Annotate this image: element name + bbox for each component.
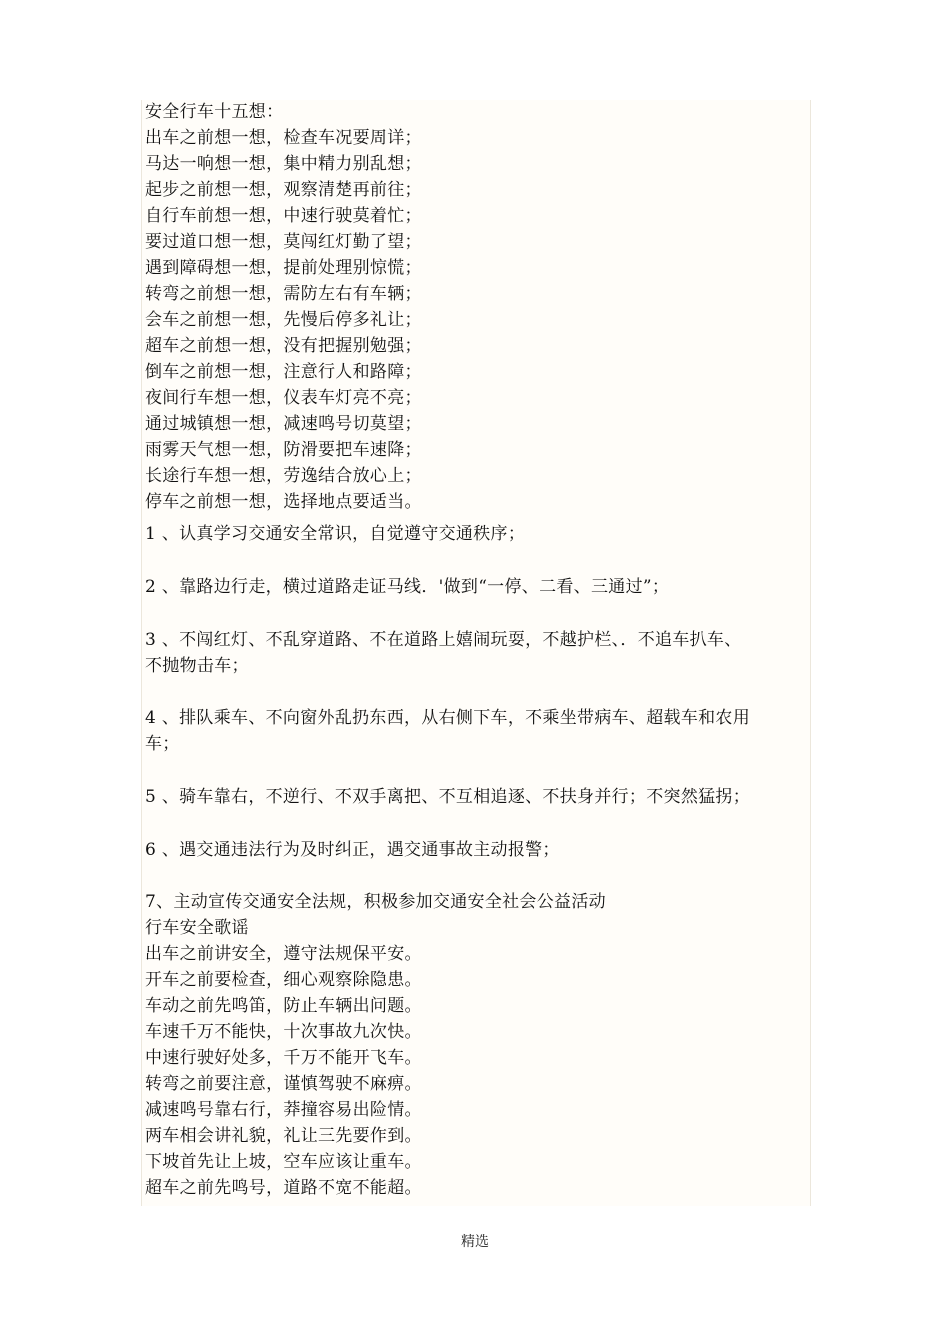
verse-line: 遇到障碍想一想，提前处理别惊慌； — [145, 258, 422, 278]
verse-line: 通过城镇想一想，减速鸣号切莫望； — [145, 414, 422, 434]
rule-item-3: 3 、不闯红灯、不乱穿道路、不在道路上嬉闹玩耍，不越护栏、．不追车扒车、 — [145, 630, 742, 650]
rule-item-3-cont: 不抛物击车； — [145, 656, 249, 676]
verse-line: 超车之前想一想，没有把握别勉强； — [145, 336, 422, 356]
rule-item-6: 6 、遇交通违法行为及时纠正，遇交通事故主动报警； — [145, 840, 560, 860]
verse-line: 雨雾天气想一想，防滑要把车速降； — [145, 440, 422, 460]
section-title: 行车安全歌谣 — [145, 918, 249, 938]
song-line: 车速千万不能快，十次事故九次快。 — [145, 1022, 422, 1042]
verse-line: 起步之前想一想，观察清楚再前往； — [145, 180, 422, 200]
verse-line: 要过道口想一想，莫闯红灯勤了望； — [145, 232, 422, 252]
verse-line: 倒车之前想一想，注意行人和路障； — [145, 362, 422, 382]
song-line: 转弯之前要注意，谨慎驾驶不麻痹。 — [145, 1074, 422, 1094]
song-line: 车动之前先鸣笛，防止车辆出问题。 — [145, 996, 422, 1016]
verse-line: 马达一响想一想，集中精力别乱想； — [145, 154, 422, 174]
rule-item-4: 4 、排队乘车、不向窗外乱扔东西，从右侧下车，不乘坐带病车、超载车和农用 — [145, 708, 751, 728]
rule-item-2: 2 、靠路边行走，横过道路走证马线．'做到“一停、二看、三通过”； — [145, 577, 670, 597]
rule-item-7: 7、主动宣传交通安全法规，积极参加交通安全社会公益活动 — [145, 892, 606, 912]
rule-item-1: 1 、认真学习交通安全常识，自觉遵守交通秩序； — [145, 524, 526, 544]
rule-item-4-cont: 车； — [145, 734, 180, 754]
song-line: 开车之前要检查，细心观察除隐患。 — [145, 970, 422, 990]
section-title: 安全行车十五想： — [145, 102, 284, 122]
song-line: 超车之前先鸣号，道路不宽不能超。 — [145, 1178, 422, 1198]
verse-line: 转弯之前想一想，需防左右有车辆； — [145, 284, 422, 304]
song-line: 出车之前讲安全，遵守法规保平安。 — [145, 944, 422, 964]
song-line: 中速行驶好处多，千万不能开飞车。 — [145, 1048, 422, 1068]
verse-line: 出车之前想一想，检查车况要周详； — [145, 128, 422, 148]
page-footer: 精选 — [461, 1234, 489, 1250]
song-line: 减速鸣号靠右行，莽撞容易出险情。 — [145, 1100, 422, 1120]
verse-line: 夜间行车想一想，仪表车灯亮不亮； — [145, 388, 422, 408]
verse-line: 会车之前想一想，先慢后停多礼让； — [145, 310, 422, 330]
song-line: 两车相会讲礼貌，礼让三先要作到。 — [145, 1126, 422, 1146]
verse-line: 长途行车想一想，劳逸结合放心上； — [145, 466, 422, 486]
verse-line: 自行车前想一想，中速行驶莫着忙； — [145, 206, 422, 226]
rule-item-5: 5 、骑车靠右，不逆行、不双手离把、不互相追逐、不扶身并行；不突然猛拐； — [145, 787, 751, 807]
song-line: 下坡首先让上坡，空车应该让重车。 — [145, 1152, 422, 1172]
verse-line: 停车之前想一想，选择地点要适当。 — [145, 492, 422, 512]
